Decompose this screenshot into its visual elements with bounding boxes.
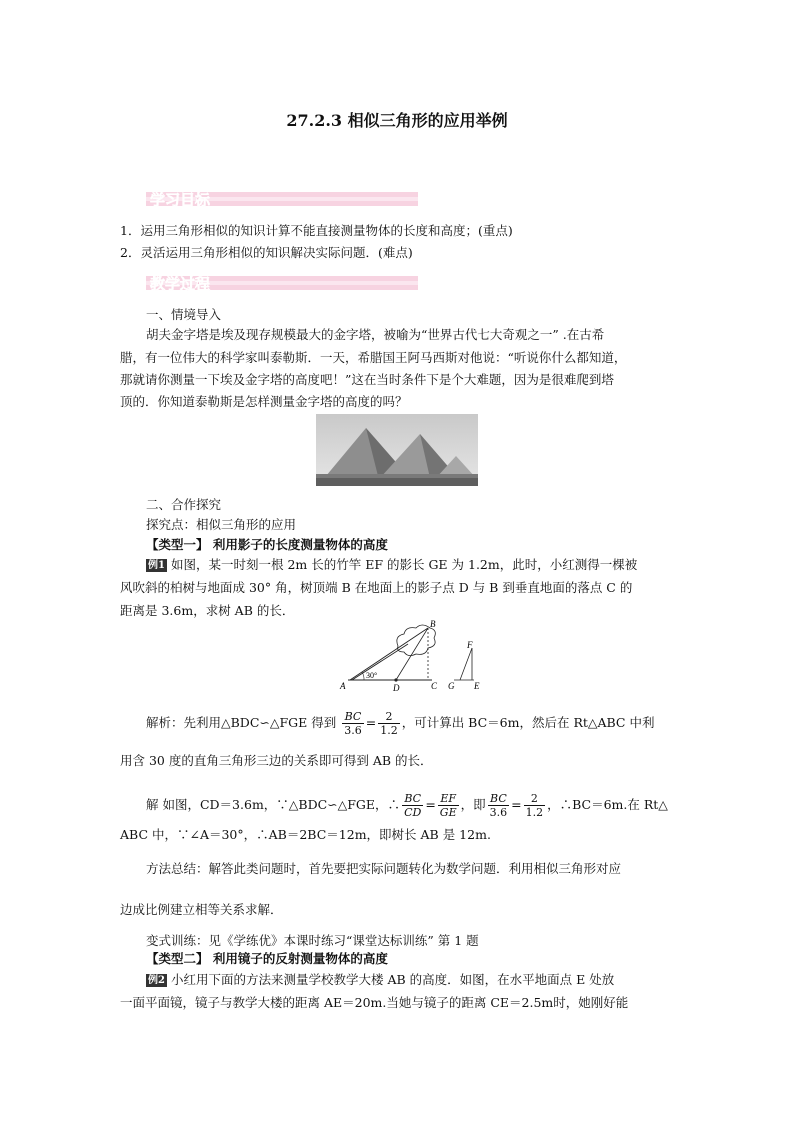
solution-f2-den: GE (439, 806, 457, 819)
objective-1: 1．运用三角形相似的知识计算不能直接测量物体的长度和高度；(重点) (120, 223, 513, 238)
objectives-banner-graphic (146, 188, 418, 210)
example1-line2: 风吹斜的柏树与地面成 30° 角，树顶端 B 在地面上的影子点 D 与 B 到垂直地面的落点 C 的 (120, 580, 633, 595)
ray-fg (460, 648, 472, 680)
analysis-text2: ，可计算出 BC＝6m，然后在 Rt△ABC 中利 (401, 715, 655, 730)
example1-badge: 例1 (148, 560, 165, 571)
pyramid-photo (316, 414, 478, 486)
label-f: F (467, 640, 473, 650)
summary-line2: 边成比例建立相等关系求解． (120, 902, 283, 917)
intro-p4: 顶的．你知道泰勒斯是怎样测量金字塔的高度的吗？ (120, 394, 408, 409)
analysis-fraction-2 (378, 710, 400, 737)
example2-line2: 一面平面镜，镜子与教学大楼的距离 AE＝20m.当她与镜子的距离 CE＝2.5m时，她刚好能 (120, 995, 629, 1010)
explore-heading: 二、合作探究 (146, 497, 222, 512)
solution-f1-den: CD (404, 806, 422, 819)
label-e: E (474, 681, 480, 691)
solution-fraction-3 (488, 792, 510, 819)
example2-badge: 例2 (148, 975, 165, 986)
pyramid-photo-graphic (316, 414, 478, 486)
solution-fraction-1 (402, 792, 423, 819)
label-c: C (431, 681, 438, 691)
label-angle: 30° (366, 671, 378, 680)
label-g: G (448, 681, 455, 691)
analysis-line1 (146, 710, 680, 737)
figure-1-graphic (336, 618, 496, 696)
analysis-text1: 解析：先利用△BDC∽△FGE 得到 (146, 715, 337, 730)
intro-p1: 胡夫金字塔是埃及现存规模最大的金字塔，被喻为“世界古代七大奇观之一” .在古希 (146, 327, 605, 342)
solution-f3-num: BC (490, 792, 507, 805)
point-d (394, 678, 397, 681)
solution-text1c: ，∴BC＝6m.在 Rt△ (547, 797, 668, 812)
page-title: 27.2.3 相似三角形的应用举例 (286, 111, 508, 130)
label-b: B (430, 619, 436, 629)
training-line: 变式训练：见《学练优》本课时练习“课堂达标训练” 第 1 题 (146, 933, 479, 948)
solution-fraction-4 (524, 792, 546, 819)
solution-f1-num: BC (404, 792, 422, 805)
summary-line1: 方法总结：解答此类问题时，首先要把实际问题转化为数学问题．利用相似三角形对应 (146, 861, 622, 876)
example2-text1: 小红用下面的方法来测量学校教学大楼 AB 的高度．如图，在水平地面点 E 处放 (170, 972, 615, 987)
analysis-frac1-den: 3.6 (344, 724, 362, 737)
objectives-banner (146, 188, 418, 208)
analysis-equals: = (365, 715, 377, 730)
example1-text1: 如图，某一时刻一根 2m 长的竹竿 EF 的影长 GE 为 1.2m，此时，小红测得一棵被 (170, 557, 638, 572)
process-banner-graphic (146, 272, 418, 294)
example2-line1 (146, 972, 680, 988)
solution-line1: 解 如图，CD＝3.6m，∵△BDC∽△FGE，∴ $\frac{BC}{CD}$ = $\frac{EF}{GE}$ ，即 $\frac{BC}{3.6}$ = $\frac{2}{1.2}$ ，∴BC＝6m.在 Rt△ (146, 792, 668, 819)
solution-line2: ABC 中，∵∠A＝30°，∴AB＝2BC＝12m，即树长 AB 是 12m. (120, 827, 491, 842)
solution-fraction-2 (438, 792, 459, 819)
analysis-frac1-num: BC (344, 710, 362, 723)
explore-point: 探究点：相似三角形的应用 (146, 517, 297, 532)
intro-p2: 腊，有一位伟大的科学家叫泰勒斯．一天，希腊国王阿马西斯对他说：“听说你什么都知道， (120, 350, 627, 365)
analysis-frac2-num: 2 (378, 710, 400, 724)
label-a: A (340, 681, 346, 691)
solution-f4-den: 1.2 (525, 806, 544, 819)
example1-line1 (146, 557, 680, 573)
solution-text1b: ，即 (460, 797, 486, 812)
analysis-fraction-1 (342, 710, 364, 737)
label-d: D (393, 683, 400, 693)
figure-1 (336, 618, 496, 696)
process-banner-text: 教学过程 (150, 275, 211, 293)
tree-crown (397, 625, 435, 656)
example1-line3: 距离是 3.6m，求树 AB 的长． (120, 603, 295, 618)
analysis-frac2-den: 1.2 (380, 724, 398, 737)
process-banner (146, 272, 418, 292)
type1-heading: 【类型一】 利用影子的长度测量物体的高度 (146, 537, 388, 552)
intro-p3: 那就请你测量一下埃及金字塔的高度吧！”这在当时条件下是个大难题，因为是很难爬到塔 (120, 372, 614, 387)
type2-heading: 【类型二】 利用镜子的反射测量物体的高度 (146, 951, 388, 966)
solution-f4-num: 2 (524, 792, 546, 806)
objective-2: 2．灵活运用三角形相似的知识解决实际问题．(难点) (120, 245, 413, 260)
solution-text1: 解 如图，CD＝3.6m，∵△BDC∽△FGE，∴ (146, 797, 401, 812)
analysis-line2: 用含 30 度的直角三角形三边的关系即可得到 AB 的长． (120, 753, 433, 768)
intro-heading: 一、情境导入 (146, 307, 222, 322)
solution-f3-den: 3.6 (489, 806, 508, 819)
objectives-banner-text: 学习目标 (150, 191, 211, 209)
solution-f2-num: EF (440, 792, 457, 805)
